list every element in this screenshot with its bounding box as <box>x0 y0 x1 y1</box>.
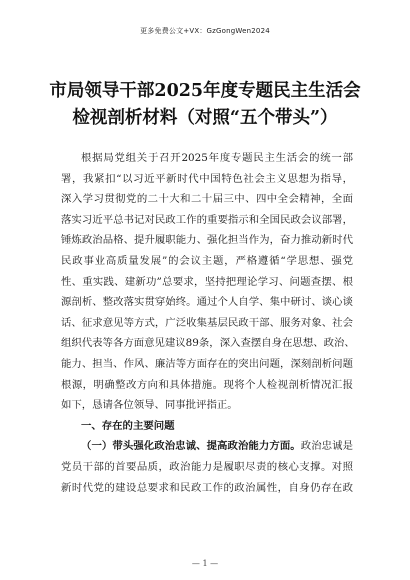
paragraph-line: 锤炼政治品格、提升履职能力、强化担当作为，奋力推动新时代 <box>61 234 353 247</box>
paragraph-line: 落实习近平总书记对民政工作的重要指示和全国民政会议部署， <box>61 213 353 226</box>
paragraph-line: 新时代党的建设总要求和民政工作的政治属性，自身仍存在政 <box>61 481 353 494</box>
paragraph-line: 根据局党组关于召开2025年度专题民主生活会的统一部 <box>81 152 353 164</box>
paragraph-line: 性、重实践、建新功”总要求，坚持把理论学习、问题查摆、根 <box>61 275 353 288</box>
paragraph-line: 如下，恳请各位领导、同事批评指正。 <box>61 399 238 412</box>
title-line-2: 检视剖析材料（对照“五个带头”） <box>72 108 338 128</box>
paragraph-line: 深入学习贯彻党的二十大和二十届三中、四中全会精神，全面 <box>61 193 353 206</box>
paragraph-line: 党员干部的首要品质，政治能力是履职尽责的核心支撑。对照 <box>61 460 353 473</box>
page-number: — 1 — <box>191 559 219 568</box>
paragraph-line: 署，我紧扣“以习近平新时代中国特色社会主义思想为指导， <box>61 172 353 185</box>
paragraph-line: 能力、担当、作风、廉洁等方面存在的突出问题，深刻剖析问题 <box>61 357 353 370</box>
paragraph-line: 话、征求意见等方式，广泛收集基层民政干部、服务对象、社会 <box>61 316 353 329</box>
document-body <box>61 148 353 498</box>
subsection-first-tail: 政治忠诚是 <box>300 440 353 453</box>
paragraph-line: 根源，明确整改方向和具体措施。现将个人检视剖析情况汇报 <box>61 378 353 391</box>
subsection-heading: （一）带头强化政治忠诚、提高政治能力方面。 <box>81 440 301 453</box>
paragraph-line: 源剖析、整改落实贯穿始终。通过个人自学、集中研讨、谈心谈 <box>61 296 353 309</box>
subsection-1 <box>61 436 353 498</box>
document-title <box>0 78 410 132</box>
title-line-1: 市局领导干部2025年度专题民主生活会 <box>49 81 361 101</box>
paragraph-1 <box>61 148 353 416</box>
paragraph-line: 民政事业高质量发展”的会议主题，严格遵循“学思想、强党 <box>61 254 353 267</box>
paragraph-line: 组织代表等各方面意见建议89条，深入查摆自身在思想、政治、 <box>61 337 355 350</box>
section-heading: 一、存在的主要问题 <box>81 419 175 432</box>
subsection-first-line <box>61 436 353 457</box>
header-note: 更多免费公文+VX：GzGongWen2024 <box>140 27 270 35</box>
